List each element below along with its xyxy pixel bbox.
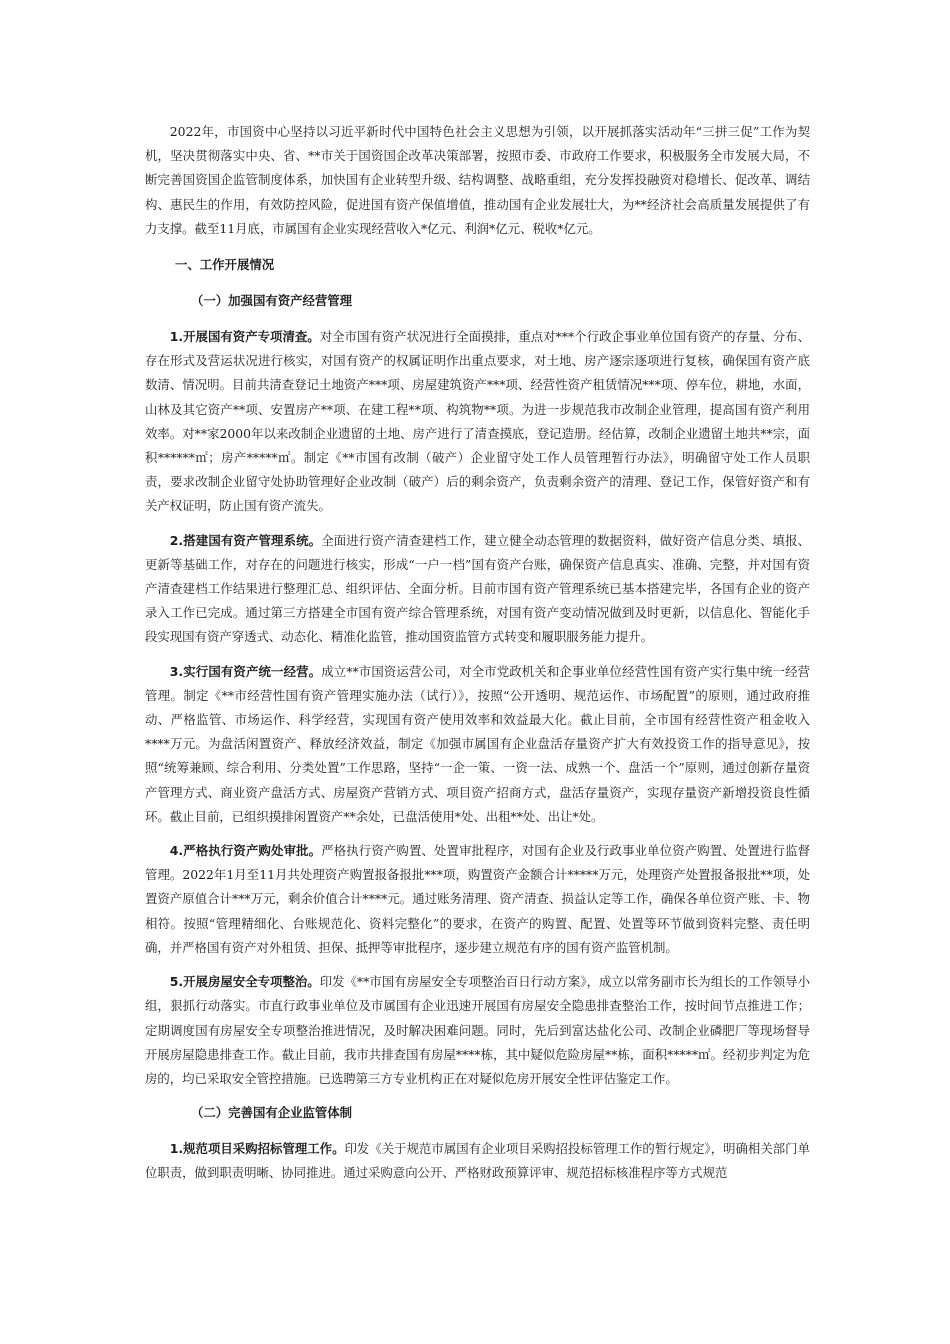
item-lead: 1.规范项目采购招标管理工作。 [169, 1141, 345, 1157]
item-lead: 1.开展国有资产专项清查。 [169, 329, 320, 345]
item-lead: 5.开展房屋安全专项整治。 [169, 974, 320, 990]
item-lead: 2.搭建国有资产管理系统。 [169, 532, 322, 548]
subsection-heading: （二）完善国有企业监管体制 [191, 1105, 353, 1121]
item-paragraph [145, 325, 810, 519]
item-paragraph [145, 1137, 810, 1185]
item-paragraph [145, 529, 810, 650]
item-text: 印发《**市国有房屋安全专项整治百日行动方案》，成立以常务副市长为组长的工作领导小组，狠抓行动落实。市直行政事业单位及市属国有企业迅速开展国有房屋安全隐患排查整治工作，按时间节点推进工作；定期调度国有房屋安全专项整治推进情况，及时解决困难问题。同时，先后到富达盐化公司、改制企业磷肥厂等现场督导开展房屋隐患排查工作。截止目前，我市共排查国有房屋****栋，其中疑似危险房屋**栋，面积*****㎡。经初步判定为危房的，均已采取安全管控措施。已选聘第三方专业机构正在对疑似危房开展安全性评估鉴定工作。 [145, 974, 810, 1086]
item-text: 成立**市国资运营公司，对全市党政机关和企事业单位经营性国有资产实行集中统一经营管理。制定《**市经营性国有资产管理实施办法（试行）》，按照“公开透明、规范运作、市场配置”的原则，通过政府推动、严格监管、市场运作、科学经营，实现国有资产使用效率和效益最大化。截止目前，全市国有经营性资产租金收入****万元。为盘活闲置资产、释放经济效益，制定《加强市属国有企业盘活存量资产扩大有效投资工作的指导意见》，按照“统筹兼顾、综合利用、分类处置”工作思路，坚持“一企一策、一资一法、成熟一个、盘活一个”原则，通过创新存量资产管理方式、商业资产盘活方式、房屋资产营销方式、项目资产招商方式，盘活存量资产，实现存量资产新增投资良性循环。截止目前，已组织摸排闲置资产**余处，已盘活使用*处、出租**处、出让*处。 [145, 663, 810, 824]
item-paragraph [145, 660, 810, 829]
subsection-heading: （一）加强国有资产经营管理 [191, 293, 353, 309]
item-text: 印发《关于规范市属国有企业项目采购招投标管理工作的暂行规定》，明确相关部门单位职责，做到职责明晰、协同推进。通过采购意向公开、严格财政预算评审、规范招标核准程序等方式规范 [145, 1141, 810, 1181]
section-heading: 一、工作开展情况 [175, 257, 275, 273]
intro-paragraph: 2022年，市国资中心坚持以习近平新时代中国特色社会主义思想为引领，以开展抓落实活动年“三拼三促”工作为契机，坚决贯彻落实中央、省、**市关于国资国企改革决策部署，按照市委、市政府工作要求，积极服务全市发展大局，不断完善国资国企监管制度体系，加快国有企业转型升级、结构调整、战略重组，充分发挥投融资对稳增长、促改革、调结构、惠民生的作用，有效防控风险，促进国有资产保值增值，推动国有企业发展壮大，为**经济社会高质量发展提供了有力支撑。截至11月底，市属国有企业实现经营收入*亿元、利润*亿元、税收*亿元。 [145, 124, 810, 236]
item-lead: 4.严格执行资产购处审批。 [169, 843, 322, 859]
item-text: 对全市国有资产状况进行全面摸排，重点对***个行政企事业单位国有资产的存量、分布、存在形式及营运状况进行核实，对国有资产的权属证明作出重点要求，对土地、房产逐宗逐项进行复核，确保国有资产底数清、情况明。目前共清查登记土地资产***项、房屋建筑资产***项、经营性资产租赁情况***项、停车位，耕地，水面，山林及其它资产**项、安置房产**项、在建工程**项、构筑物**项。为进一步规范我市改制企业管理，提高国有资产利用效率。对**家2000年以来改制企业遗留的土地、房产进行了清查摸底，登记造册。经估算，改制企业遗留土地共**宗，面积******㎡；房产*****㎡。制定《**市国有改制（破产）企业留守处工作人员管理暂行办法》，明确留守处工作人员职责，要求改制企业留守处协助管理好企业改制（破产）后的剩余资产，负责剩余资产的清理、登记工作，保管好资产和有关产权证明，防止国有资产流失。 [145, 329, 810, 514]
document-body [145, 120, 810, 1196]
item-text: 全面进行资产清查建档工作，建立健全动态管理的数据资料，做好资产信息分类、填报、更新等基础工作，对存在的问题进行核实，形成“一户一档”国有资产台账，确保资产信息真实、准确、完整，并对国有资产清查建档工作结果进行整理汇总、组织评估、全面分析。目前市国有资产管理系统已基本搭建完毕，各国有企业的资产录入工作已完成。通过第三方搭建全市国有资产综合管理系统，对国有资产变动情况做到及时更新，以信息化、智能化手段实现国有资产穿透式、动态化、精准化监管，推动国资监管方式转变和履职服务能力提升。 [145, 532, 810, 645]
item-paragraph [145, 839, 810, 960]
item-text: 严格执行资产购置、处置审批程序，对国有企业及行政事业单位资产购置、处置进行监督管理。2022年1月至11月共处理资产购置报备报批***项，购置资产金额合计*****万元，处理资产处置报备报批**项，处置资产原值合计***万元，剩余价值合计****元。通过账务清理、资产清查、损益认定等工作，确保各单位资产账、卡、物相符。按照“管理精细化、台账规范化、资料完整化”的要求，在资产的购置、配置、处置等环节做到资料完整、责任明确，并严格国有资产对外租赁、担保、抵押等审批程序，逐步建立规范有序的国有资产监管机制。 [145, 843, 810, 955]
item-lead: 3.实行国有资产统一经营。 [169, 663, 322, 679]
item-paragraph [145, 970, 810, 1091]
